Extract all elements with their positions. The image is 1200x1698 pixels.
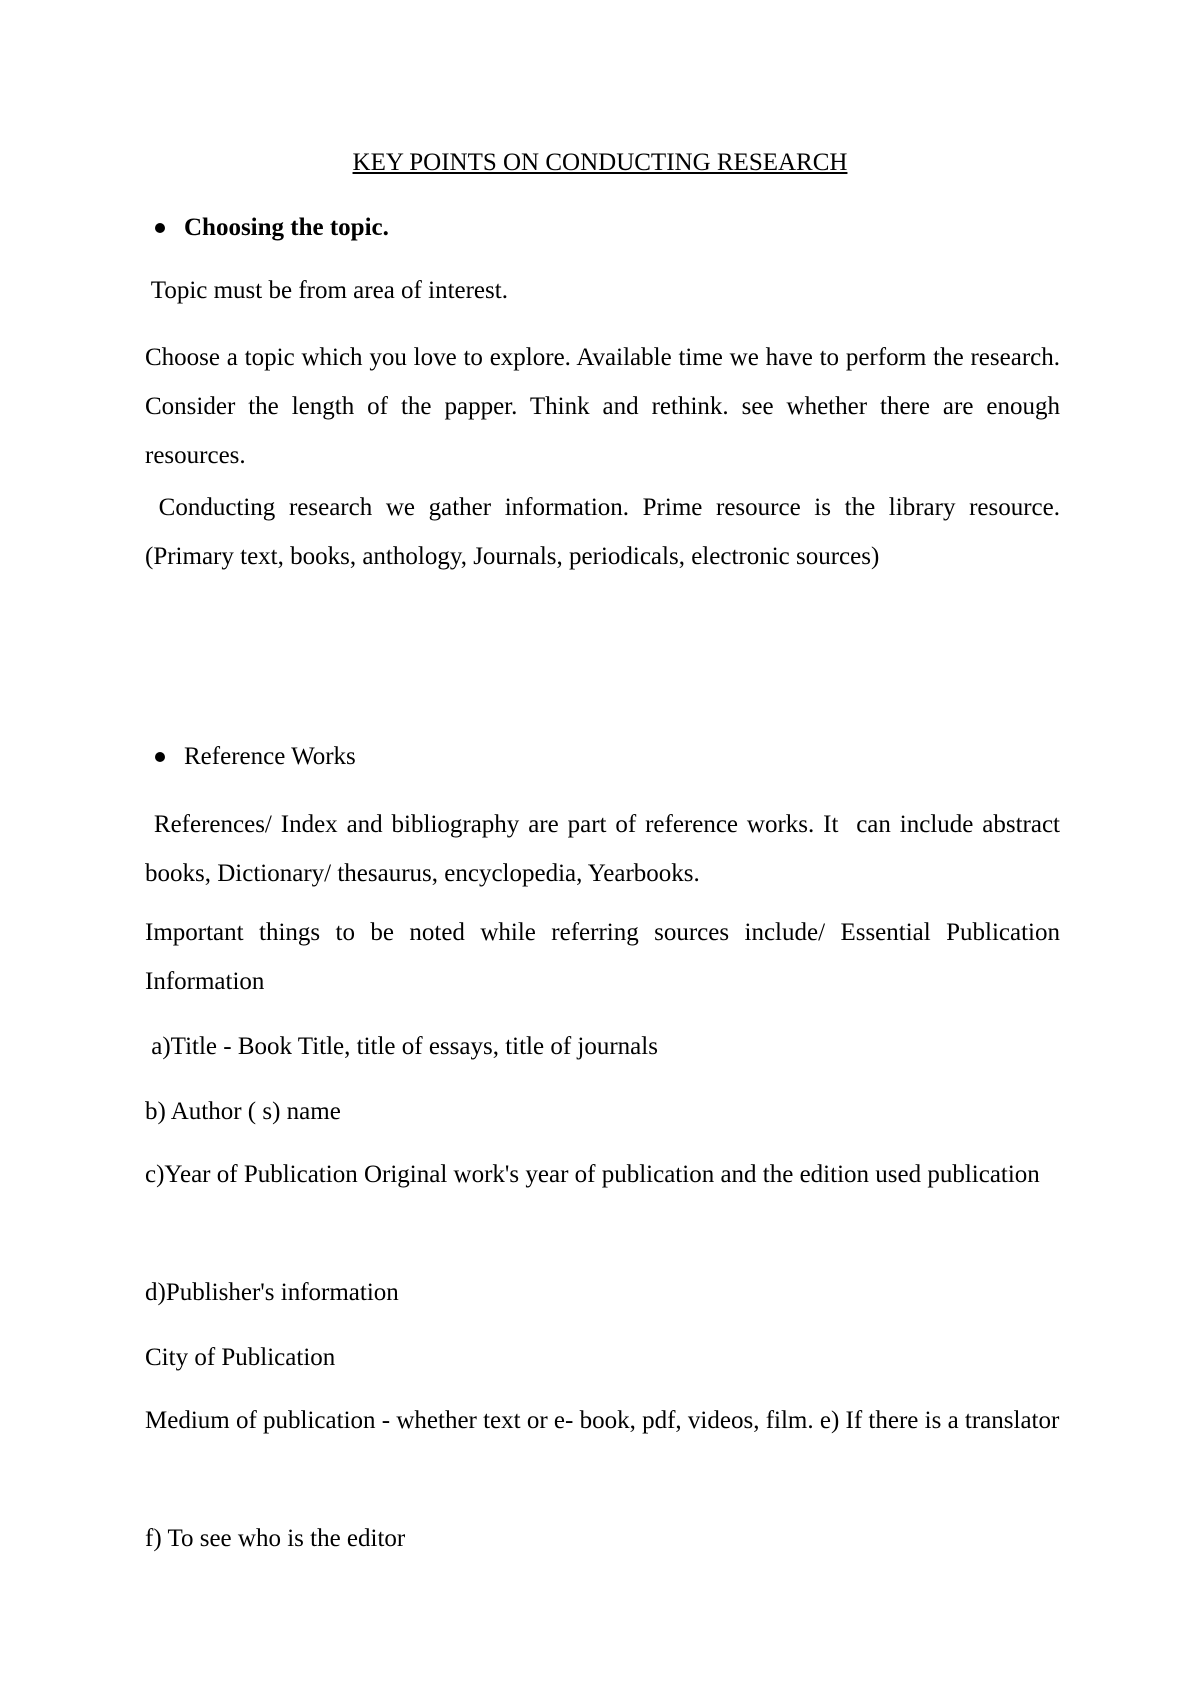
list-item-medium: Medium of publication - whether text or e- book, pdf, videos, film. e) If there is a translator	[145, 1407, 1060, 1434]
paragraph-topic-interest: Topic must be from area of interest.	[145, 277, 508, 304]
paragraph-important-things: Important things to be noted while referring sources include/ Essential Publication Information	[145, 919, 1060, 995]
list-item-year: c)Year of Publication Original work's year of publication and the edition used publication	[145, 1161, 1040, 1188]
bullet-reference-works-label: Reference Works	[184, 743, 356, 770]
bullet-choosing-topic	[184, 211, 389, 245]
bullet-dot-icon	[155, 752, 165, 762]
page-title: KEY POINTS ON CONDUCTING RESEARCH	[352, 149, 848, 176]
list-item-editor: f) To see who is the editor	[145, 1525, 406, 1552]
paragraph-conducting-research: Conducting research we gather information. Prime resource is the library resource. (Primary text, books, anthology, Journals, periodicals, electronic sources)	[145, 494, 1067, 570]
bullet-choosing-topic-label: Choosing the topic.	[184, 214, 389, 241]
bullet-dot-icon	[155, 223, 165, 233]
bullet-reference-works	[184, 740, 356, 774]
list-item-publisher: d)Publisher's information	[145, 1279, 399, 1306]
list-item-city: City of Publication	[145, 1344, 336, 1371]
paragraph-references: References/ Index and bibliography are part of reference works. It can include abstract books, Dictionary/ thesaurus, encyclopedia, Yearbooks.	[145, 811, 1067, 887]
list-item-author: b) Author ( s) name	[145, 1098, 341, 1125]
paragraph-choose-topic: Choose a topic which you love to explore. Available time we have to perform the research. Consider the length of the papper. Think and rethink. see whether there are enough resources.	[145, 344, 1060, 469]
list-item-title: a)Title - Book Title, title of essays, title of journals	[145, 1033, 658, 1060]
